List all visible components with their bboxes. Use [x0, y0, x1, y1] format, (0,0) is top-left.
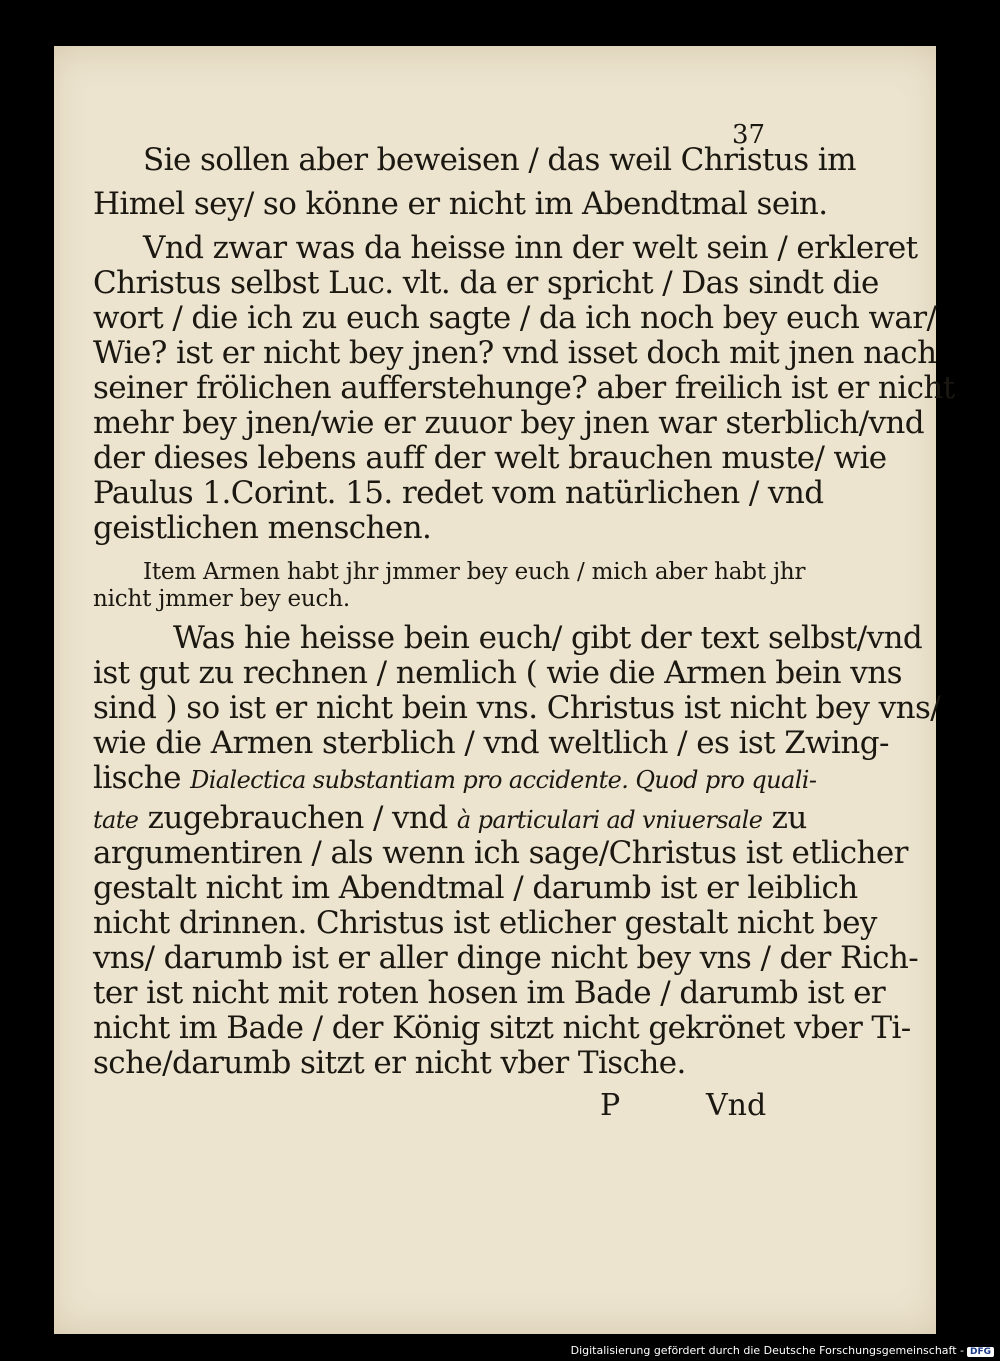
- text-fragment: zu: [762, 800, 807, 836]
- page-number: 37: [732, 120, 766, 150]
- text-line: sche/darumb sitzt er nicht vber Tische.: [93, 1045, 686, 1081]
- text-line: der dieses lebens auff der welt brauchen muste/ wie: [93, 440, 887, 476]
- latin-phrase: Dialectica substantiam pro accidente. Quod pro quali-: [190, 766, 817, 794]
- text-fragment: zugebrauchen / vnd: [138, 800, 457, 836]
- text-line: mehr bey jnen/wie er zuuor bey jnen war sterblich/vnd: [93, 405, 925, 441]
- text-line: sind ) so ist er nicht bein vns. Christus ist nicht bey vns/: [93, 690, 941, 726]
- text-line: seiner frölichen aufferstehunge? aber freilich ist er nicht: [93, 370, 955, 406]
- latin-phrase: tate: [93, 806, 139, 834]
- text-line: Vnd zwar was da heisse inn der welt sein / erkleret: [143, 230, 918, 266]
- catchword: Vnd: [706, 1088, 767, 1123]
- text-line: [93, 758, 816, 800]
- text-line: nicht im Bade / der König sitzt nicht gekrönet vber Ti-: [93, 1010, 911, 1046]
- text-line: nicht drinnen. Christus ist etlicher gestalt nicht bey: [93, 905, 877, 941]
- text-line: Sie sollen aber beweisen / das weil Christus im: [143, 142, 856, 178]
- text-line: ist gut zu rechnen / nemlich ( wie die Armen bein vns: [93, 655, 902, 691]
- quote-line: Item Armen habt jhr jmmer bey euch / mich aber habt jhr: [143, 559, 806, 585]
- footer-text: Digitalisierung gefördert durch die Deutsche Forschungsgemeinschaft -: [570, 1344, 964, 1357]
- latin-phrase: à particulari ad vniuersale: [456, 806, 763, 834]
- text-line: wie die Armen sterblich / vnd weltlich / es ist Zwing-: [93, 725, 889, 761]
- text-line: vns/ darumb ist er aller dinge nicht bey vns / der Rich-: [93, 940, 919, 976]
- text-line: geistlichen menschen.: [93, 510, 432, 546]
- text-line: Paulus 1.Corint. 15. redet vom natürlichen / vnd: [93, 475, 824, 511]
- text-fragment: lische: [93, 760, 191, 796]
- text-line: Wie? ist er nicht bey jnen? vnd isset doch mit jnen nach: [93, 335, 937, 371]
- dfg-logo: DFG: [967, 1347, 994, 1357]
- text-line: Christus selbst Luc. vlt. da er spricht / Das sindt die: [93, 265, 879, 301]
- text-line: wort / die ich zu euch sagte / da ich noch bey euch war/: [93, 300, 937, 336]
- page-edge-left: [46, 46, 54, 1334]
- text-line: ter ist nicht mit roten hosen im Bade / darumb ist er: [93, 975, 886, 1011]
- quote-line: nicht jmmer bey euch.: [93, 586, 350, 612]
- signature-mark: P: [600, 1088, 621, 1123]
- text-line: Was hie heisse bein euch/ gibt der text selbst/vnd: [173, 620, 923, 656]
- text-line: gestalt nicht im Abendtmal / darumb ist er leiblich: [93, 870, 858, 906]
- text-line: argumentiren / als wenn ich sage/Christus ist etlicher: [93, 835, 908, 871]
- text-line: Himel sey/ so könne er nicht im Abendtmal sein.: [93, 186, 828, 222]
- footer-credit: [571, 1344, 994, 1357]
